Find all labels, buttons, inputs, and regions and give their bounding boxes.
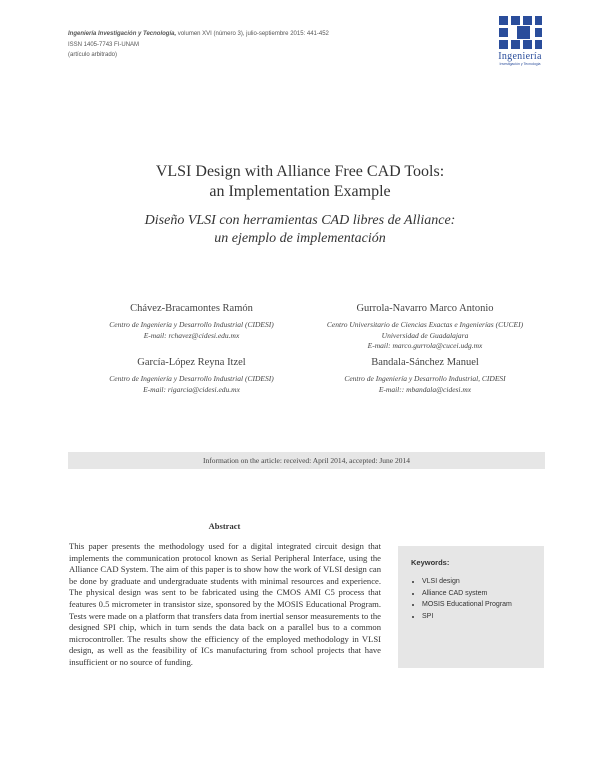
issn: ISSN 1405-7743 FI-UNAM — [68, 41, 140, 48]
article-info-bar: Information on the article: received: April 2014, accepted: June 2014 — [68, 452, 545, 469]
author-email: E-mail: rchavez@cidesi.edu.mx — [143, 330, 240, 340]
logo-name: Ingeniería — [498, 51, 542, 62]
keywords-box — [398, 546, 544, 668]
author-name: Chávez-Bracamontes Ramón — [130, 303, 253, 314]
author-email: E-mail: marco.gurrola@cucei.udg.mx — [367, 341, 483, 350]
author-block — [300, 356, 550, 395]
abstract-heading: Abstract — [208, 521, 241, 531]
author-affiliation: Centro Universitario de Ciencias Exactas e Ingenierías (CUCEI) — [326, 320, 524, 329]
subtitle-line-2: un ejemplo de implementación — [214, 231, 386, 246]
journal-name: Ingeniería Investigación y Tecnología, — [68, 31, 177, 37]
logo-mark-icon — [497, 16, 543, 50]
journal-header — [68, 29, 329, 61]
author-name: Gurrola-Navarro Marco Antonio — [356, 303, 494, 314]
author-email: E-mail: rigarcia@cidesi.edu.mx — [143, 384, 240, 394]
abstract-text: This paper presents the methodology used for a digital integrated circuit design that implements the communication protocol known as Serial Peripheral Interface, using the Alliance CAD System. The aim of this paper is to show how the work of VLSI design can be done by graduate and undergraduate students with minimal resources and experience. The physical design was sent to be fabricated using the CMOS AMI C5 process that features 0.5 micrometer in transistor size, sponsored by the MOSIS Educational Program. Tests were made on a platform that transfers data from inertial sensor measurements to the designed SPI chip, which in turn sends the data back on a parallel bus to a common microcontroller. The results show the efficiency of the employed methodology in VLSI design, as well as the feasibility of ICs manufacturing from school projects that have insufficient or no source of funding. — [69, 541, 381, 667]
journal-issue: volumen XVI (número 3), julio-septiembre 2015: 441-452 — [176, 31, 329, 37]
title-line-1: VLSI Design with Alliance Free CAD Tools: — [155, 163, 445, 180]
keyword-item: • MOSIS Educational Program — [422, 599, 512, 611]
author-affiliation: Centro de Ingeniería y Desarrollo Industrial (CIDESI) — [109, 374, 274, 383]
author-block — [300, 302, 550, 352]
author-institution: Universidad de Guadalajara — [381, 330, 469, 340]
author-affiliation: Centro de Ingeniería y Desarrollo Industrial, CIDESI — [344, 374, 506, 383]
author-affiliation: Centro de Ingeniería y Desarrollo Industrial (CIDESI) — [109, 320, 274, 329]
logo-subtitle: Investigación y Tecnología — [499, 62, 541, 66]
journal-logo — [492, 16, 548, 66]
paper-subtitle — [0, 212, 600, 248]
title-line-2: an Implementation Example — [209, 183, 391, 200]
keywords-list — [398, 576, 512, 622]
keywords-heading: Keywords: — [411, 558, 450, 567]
author-name: Bandala-Sánchez Manuel — [371, 357, 479, 368]
keyword-item: • Alliance CAD system — [422, 588, 512, 600]
author-email: E-mail:: mbandala@cidesi.mx — [378, 384, 472, 394]
journal-citation — [68, 29, 329, 40]
author-block — [68, 302, 315, 341]
refereed-note: (artículo arbitrado) — [68, 52, 118, 58]
paper-title — [0, 162, 600, 202]
author-block — [68, 356, 315, 395]
keyword-item: • SPI — [422, 611, 512, 623]
subtitle-line-1: Diseño VLSI con herramientas CAD libres de Alliance: — [144, 213, 456, 228]
keyword-item: • VLSI design — [422, 576, 512, 588]
author-name: García-López Reyna Itzel — [137, 357, 246, 368]
